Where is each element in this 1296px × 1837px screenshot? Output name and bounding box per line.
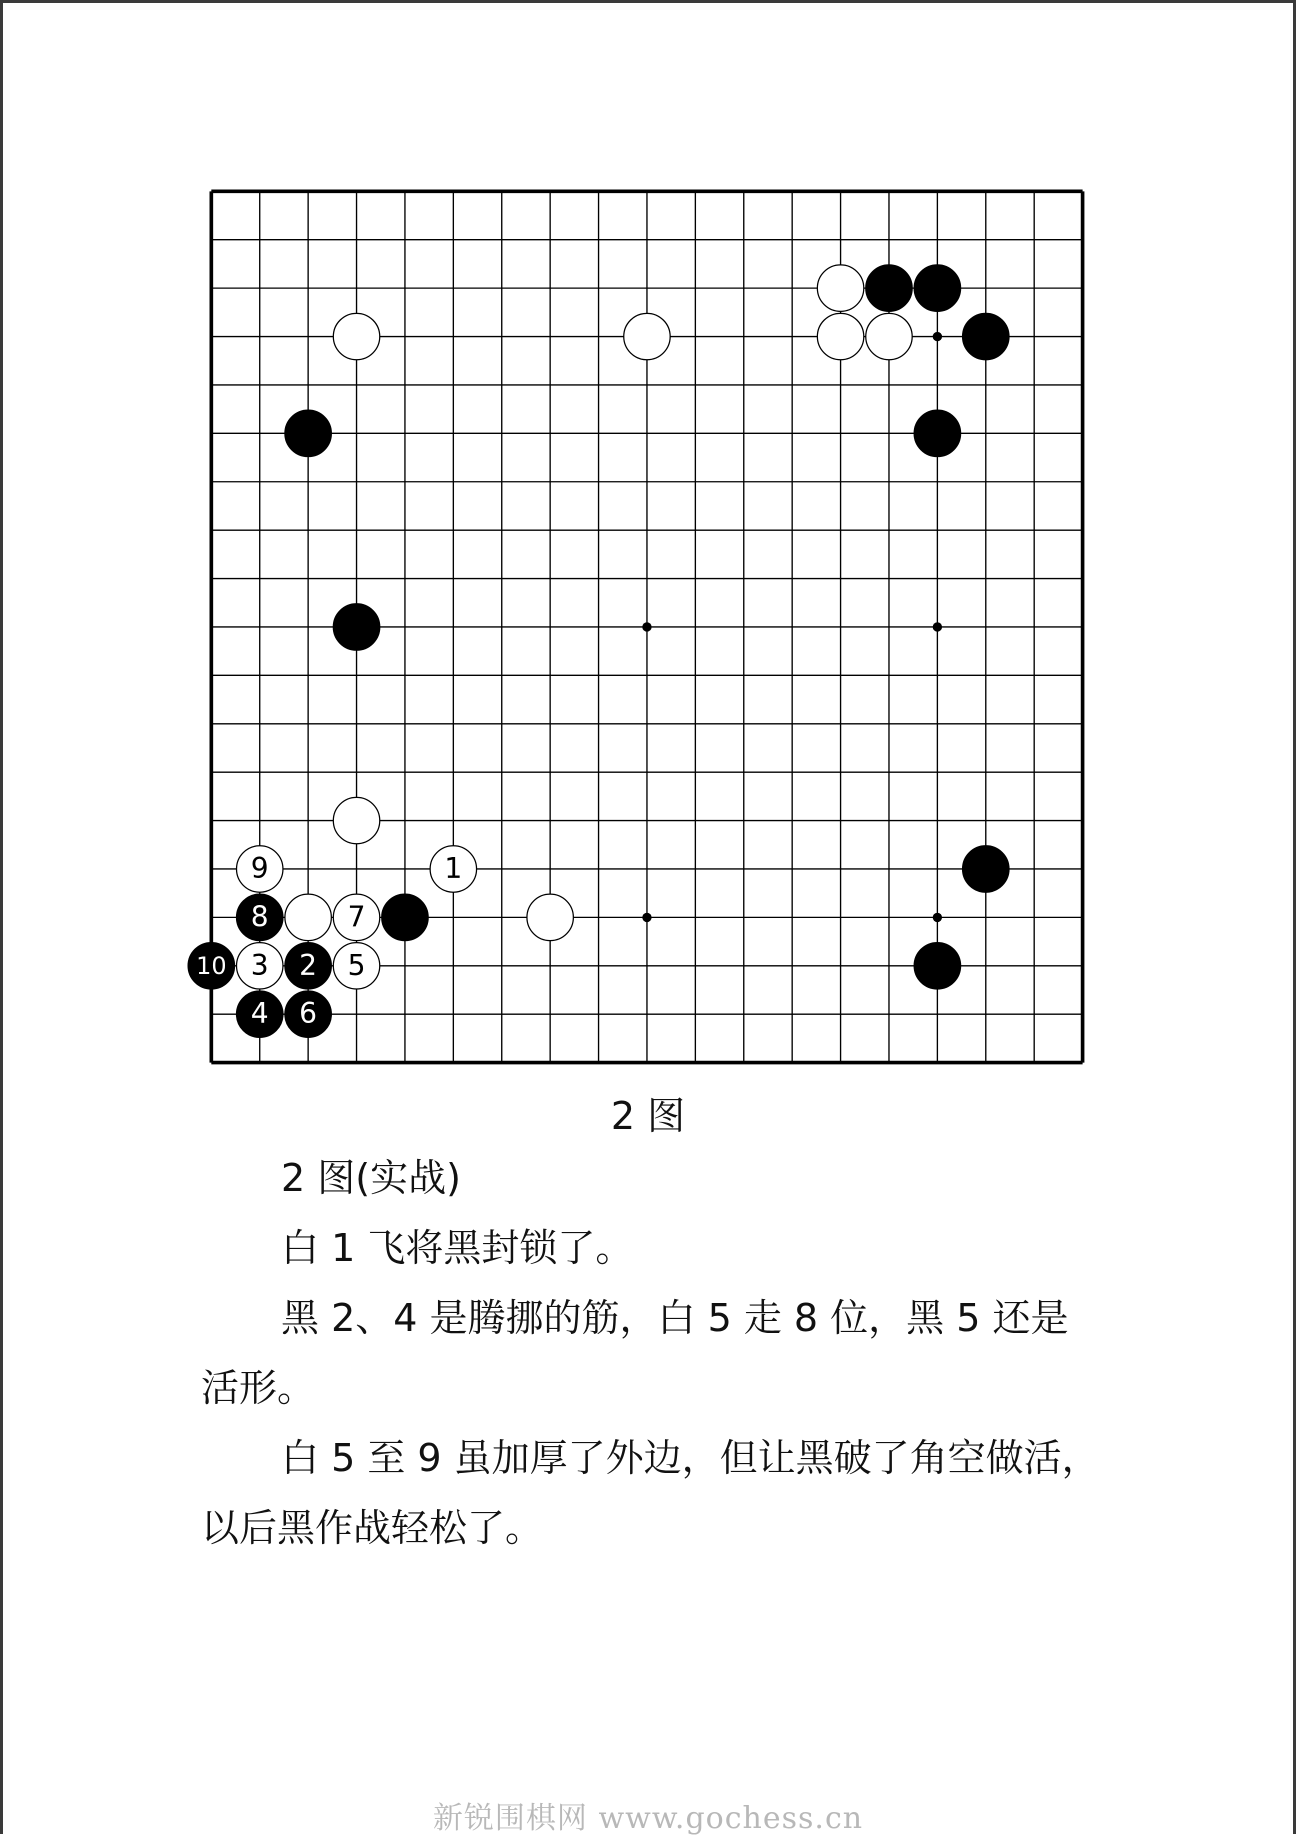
white-stone bbox=[817, 265, 863, 311]
black-stone bbox=[188, 943, 234, 989]
white-stone bbox=[237, 846, 283, 892]
black-stone bbox=[237, 894, 283, 940]
black-stone bbox=[963, 846, 1009, 892]
white-stone bbox=[866, 313, 912, 359]
move-number-label: 7 bbox=[347, 900, 366, 934]
go-board-diagram bbox=[196, 183, 1093, 1073]
paragraph-moves-5-9: 白 5 至 9 虽加厚了外边，但让黑破了角空做活，以后黑作战轻松了。 bbox=[201, 1436, 1100, 1550]
paragraph-title: 2 图(实战) bbox=[281, 1156, 461, 1200]
white-stone bbox=[624, 313, 670, 359]
move-number-label: 3 bbox=[250, 948, 269, 982]
move-number-label: 6 bbox=[299, 997, 318, 1031]
white-stone bbox=[817, 313, 863, 359]
white-stone bbox=[527, 894, 573, 940]
star-point bbox=[933, 622, 942, 631]
star-point bbox=[642, 913, 651, 922]
star-point bbox=[933, 332, 942, 341]
move-number-label: 8 bbox=[250, 900, 269, 934]
black-stone bbox=[963, 313, 1009, 359]
white-stone bbox=[285, 894, 331, 940]
black-stone bbox=[382, 894, 428, 940]
move-number-label: 9 bbox=[250, 852, 269, 886]
star-point bbox=[642, 622, 651, 631]
black-stone bbox=[285, 410, 331, 456]
white-stone bbox=[430, 846, 476, 892]
footer-watermark: 新锐围棋网 www.gochess.cn bbox=[432, 1801, 864, 1836]
white-stone bbox=[333, 797, 379, 843]
move-number-label: 10 bbox=[196, 951, 227, 980]
white-stone bbox=[333, 894, 379, 940]
white-stone bbox=[333, 313, 379, 359]
black-stone bbox=[333, 604, 379, 650]
move-number-label: 2 bbox=[299, 948, 318, 982]
paragraph-moves-2-4: 黑 2、4 是腾挪的筋，白 5 走 8 位，黑 5 还是活形。 bbox=[201, 1296, 1069, 1410]
white-stone bbox=[333, 943, 379, 989]
black-stone bbox=[914, 943, 960, 989]
black-stone bbox=[914, 265, 960, 311]
black-stone bbox=[237, 991, 283, 1037]
white-stone bbox=[237, 943, 283, 989]
star-point bbox=[933, 913, 942, 922]
diagram-caption: 2 图 bbox=[610, 1094, 686, 1138]
black-stone bbox=[866, 265, 912, 311]
move-number-label: 1 bbox=[444, 852, 463, 886]
black-stone bbox=[914, 410, 960, 456]
move-number-label: 5 bbox=[347, 948, 366, 982]
paragraph-move-1: 白 1 飞将黑封锁了。 bbox=[281, 1226, 634, 1270]
black-stone bbox=[285, 943, 331, 989]
black-stone bbox=[285, 991, 331, 1037]
move-number-label: 4 bbox=[250, 997, 269, 1031]
